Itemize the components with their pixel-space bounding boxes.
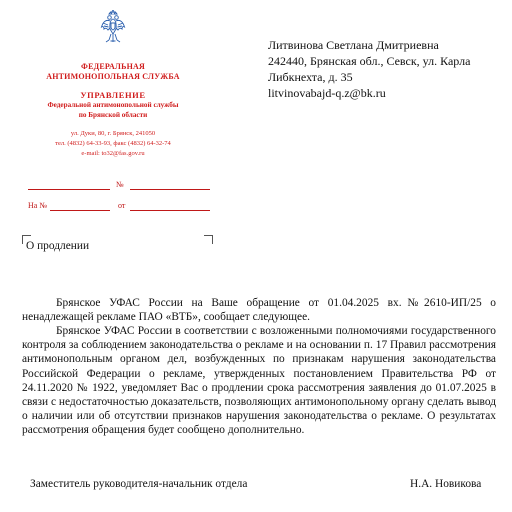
department-line2: Федеральной антимонопольной службы [47,101,179,109]
body-paragraph-1: Брянское УФАС России на Ваше обращение от 01.04.2025 вх.№2610-ИП/25 о ненадлежащей рекламе ПАО «ВТБ», сообщает следующее. [22,297,496,324]
incoming-date-line [130,210,210,211]
number-sign: № [116,180,124,189]
recipient-email: litvinovabajd-q.z@bk.ru [268,86,386,100]
subject-line: О продлении [26,240,90,252]
recipient-address-line1: 242440, Брянская обл., Севск, ул. Карла [268,54,471,68]
subject-bracket-right [204,235,213,244]
department-title: УПРАВЛЕНИЕ [80,90,146,100]
on-number-label: На № [28,201,47,210]
address-line1: ул. Дуки, 80, г. Брянск, 241050 [70,130,156,137]
outgoing-number-line [28,189,110,190]
recipient-address-line2: Либкнехта, д. 35 [268,70,353,84]
outgoing-date-line [130,189,210,190]
signatory-position: Заместитель руководителя-начальник отдела [30,478,248,490]
from-label: от [118,201,126,210]
agency-name-line2: АНТИМОНОПОЛЬНАЯ СЛУЖБА [46,72,180,81]
recipient-name: Литвинова Светлана Дмитриевна [268,38,439,52]
phone-fax-line: тел. (4832) 64-33-93, факс (4832) 64-32-74 [55,140,171,147]
agency-name-line1: ФЕДЕРАЛЬНАЯ [81,62,145,71]
body-paragraph-2: Брянское УФАС России в соответствии с возложенными полномочиями государственного контроля за соблюдением законодательства о рекламе и на основании п. 17 Правил рассмотрения антимонопольным органом дел, возбужденных по признакам нарушения законодательства Российской Федерации о рекламе, утвержденных постановлением Правительства РФ от 24.11.2020 № 1922, уведомляет Вас о продлении срока рассмотрения заявления до 01.07.2025 в связи с недостаточностью доказательств, позволяющих антимонопольному органу сделать вывод о наличии или об отсутствии признаков нарушения законодательства о рекламе. О результатах рассмотрения обращения будет сообщено дополнительно. [22,325,496,437]
signatory-name: Н.А. Новикова [410,478,482,490]
email-line: e-mail: to32@fas.gov.ru [81,150,145,157]
russian-coat-of-arms-icon [100,10,126,48]
incoming-number-line [50,210,110,211]
department-line3: по Брянской области [78,111,148,119]
